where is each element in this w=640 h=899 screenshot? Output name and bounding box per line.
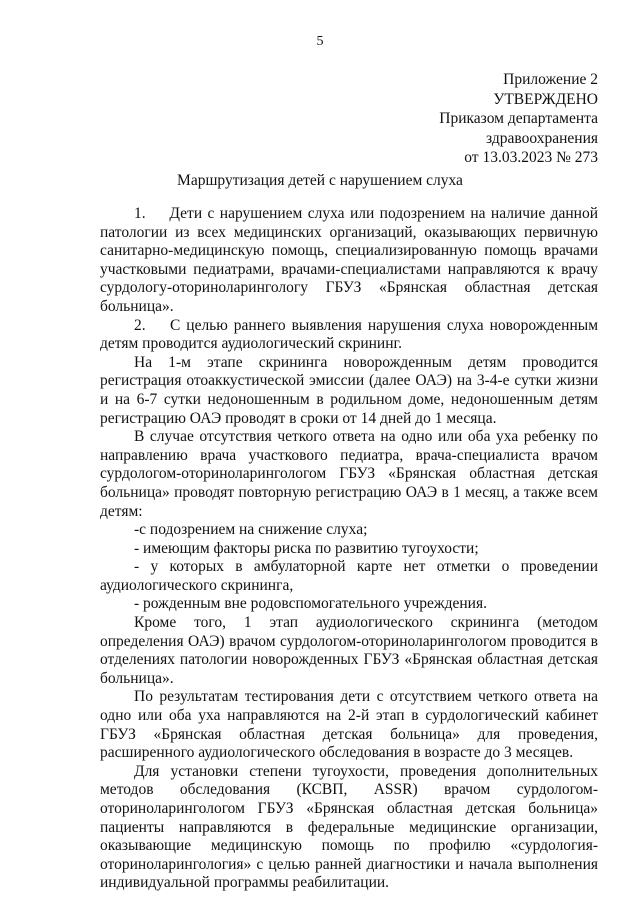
list-item-1: -с подозрением на снижение слуха;: [134, 521, 368, 539]
paragraph-1-text: Дети с нарушением слуха или подозрением на наличие данной патологии из всех медицинских организаций, оказывающих первичную санитарно-медицинскую помощь, специализированную помощь врачами участковыми педиатрами, врачами-специалистами направляются к врачу сурдологу-оториноларингологу ГБУЗ «Брянская областная детская больница».: [100, 205, 599, 315]
paragraph-1: [100, 205, 598, 317]
approval-stamp-block: [439, 70, 598, 168]
paragraph-1-number: 1.: [134, 205, 146, 222]
list-item-3: - у которых в амбулаторной карте нет отметки о проведении аудиологического скрининга,: [100, 558, 598, 594]
paragraph-7: Для установки степени тугоухости, проведения дополнительных методов обследования (КСВП, ASSR) врачом сурдологом-оториноларингологом ГБУЗ «Брянская областная детская больница» пациенты направляются в федеральные медицинские организации, оказывающие медицинскую помощь по профилю «сурдология-оториноларингология» с целью ранней диагностики и начала выполнения индивидуальной программы реабилитации.: [100, 762, 598, 892]
page-number: 5: [316, 34, 324, 49]
document-title: Маршрутизация детей с нарушением слуха: [177, 172, 463, 189]
order-date-number: от 13.03.2023 № 273: [464, 149, 598, 166]
paragraph-4: В случае отсутствия четкого ответа на одно или оба уха ребенку по направлению врача участкового педиатра, врача-специалиста врачом сурдологом-оториноларингологом ГБУЗ «Брянская областная детская больница» проводят повторную регистрацию ОАЭ в 1 месяц, а также всем детям:: [100, 428, 598, 520]
list-item-4: - рожденным вне родовспомогательного учреждения.: [134, 595, 487, 613]
paragraph-2-text: С целью раннего выявления нарушения слуха новорожденным детям проводится аудиологический скрининг.: [100, 316, 598, 353]
paragraph-2: [100, 317, 598, 354]
paragraph-5: Кроме того, 1 этап аудиологического скрининга (методом определения ОАЭ) врачом сурдологом-оториноларингологом проводится в отделениях патологии новорожденных ГБУЗ «Брянская областная детская больница».: [100, 614, 598, 687]
department-label: здравоохранения: [486, 129, 598, 147]
document-body: [100, 205, 598, 893]
paragraph-6: По результатам тестирования дети с отсутствием четкого ответа на одно или оба уха направляются на 2-й этап в сурдологический кабинет ГБУЗ «Брянская областная детская больница» для проведения, расширенного аудиологического обследования в возрасте до 3 месяцев.: [100, 688, 598, 762]
approved-label: УТВЕРЖДЕНО: [493, 90, 598, 108]
order-label: Приказом департамента: [439, 110, 598, 127]
list-item-2: - имеющим факторы риска по развитию тугоухости;: [134, 539, 479, 557]
paragraph-2-number: 2.: [134, 316, 146, 334]
paragraph-3: На 1-м этапе скрининга новорожденным детям проводится регистрация отоаккустической эмиссии (далее ОАЭ) на 3-4-е сутки жизни и на 6-7 сутки недоношенным в родильном доме, недоношенным детям регистрацию ОАЭ проводят в сроки от 14 дней до 1 месяца.: [100, 353, 598, 427]
appendix-label: Приложение 2: [503, 71, 598, 88]
